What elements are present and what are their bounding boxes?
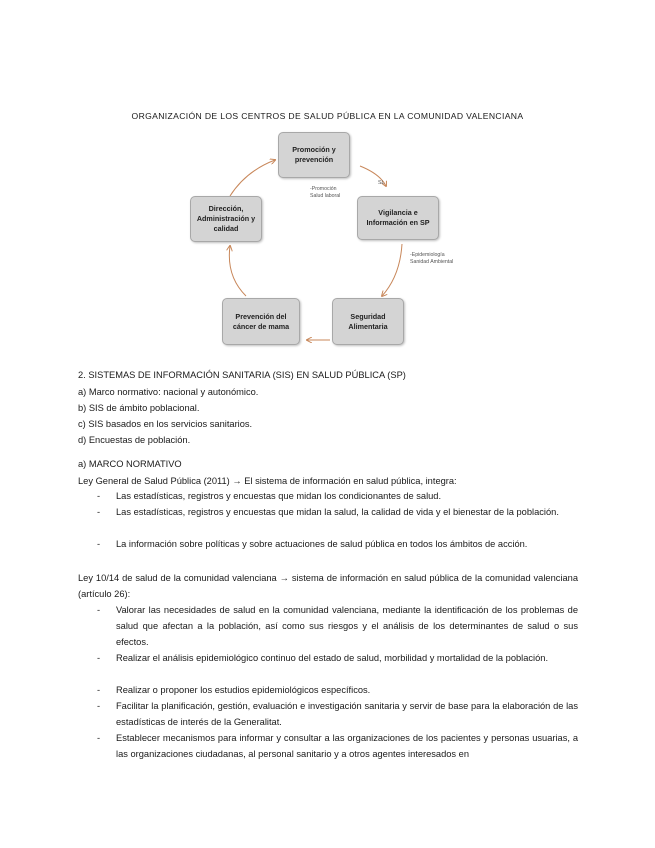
arrow-cancer-direccion [229,246,246,296]
node-seguridad: Seguridad Alimentaria [332,298,404,345]
ley-10-14-intro: Ley 10/14 de salud de la comunidad valenciana → sistema de información en salud pública de la comunidad valenciana (artículo 26): [78,573,578,599]
ley-general-bullet: Las estadísticas, registros y encuestas que midan la salud, la calidad de vida y el bienestar de la población. [116,507,559,517]
list-item: c) SIS basados en los servicios sanitarios. [78,419,253,429]
arrow-vigilancia-seguridad [382,244,402,296]
ley-10-14-bullet: Facilitar la planificación, gestión, evaluación e investigación sanitaria y servir de base para la elaboración de las estadísticas de interés de la Generalitat. [116,701,578,727]
organization-cycle-diagram [150,126,490,354]
note-vigilancia-2: Sanidad Ambiental [410,259,454,265]
subsection-heading: a) MARCO NORMATIVO [78,459,182,469]
ley-10-14-bullet: Establecer mecanismos para informar y consultar a las organizaciones de los pacientes y personas usuarias, a las organizaciones ciudadanas, al personal sanitario y a otros agentes interesados en [116,733,578,759]
ley-general-intro: Ley General de Salud Pública (2011) → El sistema de información en salud pública, integra: [78,476,457,486]
list-item: b) SIS de ámbito poblacional. [78,403,200,413]
bullet-mark: - [97,605,101,615]
node-direccion: Dirección, Administración y calidad [190,196,262,242]
bullet-mark: - [97,701,101,711]
note-promocion-2: Salud laboral [310,193,341,199]
bullet-mark: - [97,733,101,743]
bullet-mark: - [97,507,101,517]
bullet-mark: - [97,685,101,695]
bullet-mark: - [97,491,101,501]
note-vigilancia-1: -Epidemiología [410,252,445,258]
arrow-direccion-promocion [230,160,275,196]
list-item: d) Encuestas de población. [78,435,191,445]
ley-10-14-bullet: Valorar las necesidades de salud en la comunidad valenciana, mediante la identificación de los problemas de salud que afectan a la población, así como sus riesgos y el análisis de los determinantes de salud o sus efectos. [116,605,578,647]
section-heading: 2. SISTEMAS DE INFORMACIÓN SANITARIA (SIS) EN SALUD PÚBLICA (SP) [78,370,406,380]
node-vigilancia: Vigilancia e Información en SP [357,196,439,240]
note-arrow-mark: SL [378,180,385,186]
bullet-mark: - [97,539,101,549]
ley-10-14-bullet: Realizar o proponer los estudios epidemiológicos específicos. [116,685,371,695]
ley-10-14-bullet: Realizar el análisis epidemiológico continuo del estado de salud, morbilidad y mortalidad de la población. [116,653,549,663]
node-promocion: Promoción y prevención [278,132,350,178]
note-promocion-1: -Promoción [310,186,337,192]
bullet-mark: - [97,653,101,663]
node-cancer: Prevención del cáncer de mama [222,298,300,345]
ley-general-bullet: La información sobre políticas y sobre actuaciones de salud pública en todos los ámbitos de acción. [116,539,528,549]
list-item: a) Marco normativo: nacional y autonómico. [78,387,259,397]
ley-general-bullet: Las estadísticas, registros y encuestas que midan los condicionantes de salud. [116,491,442,501]
page-title: ORGANIZACIÓN DE LOS CENTROS DE SALUD PÚBLICA EN LA COMUNIDAD VALENCIANA [131,111,524,121]
